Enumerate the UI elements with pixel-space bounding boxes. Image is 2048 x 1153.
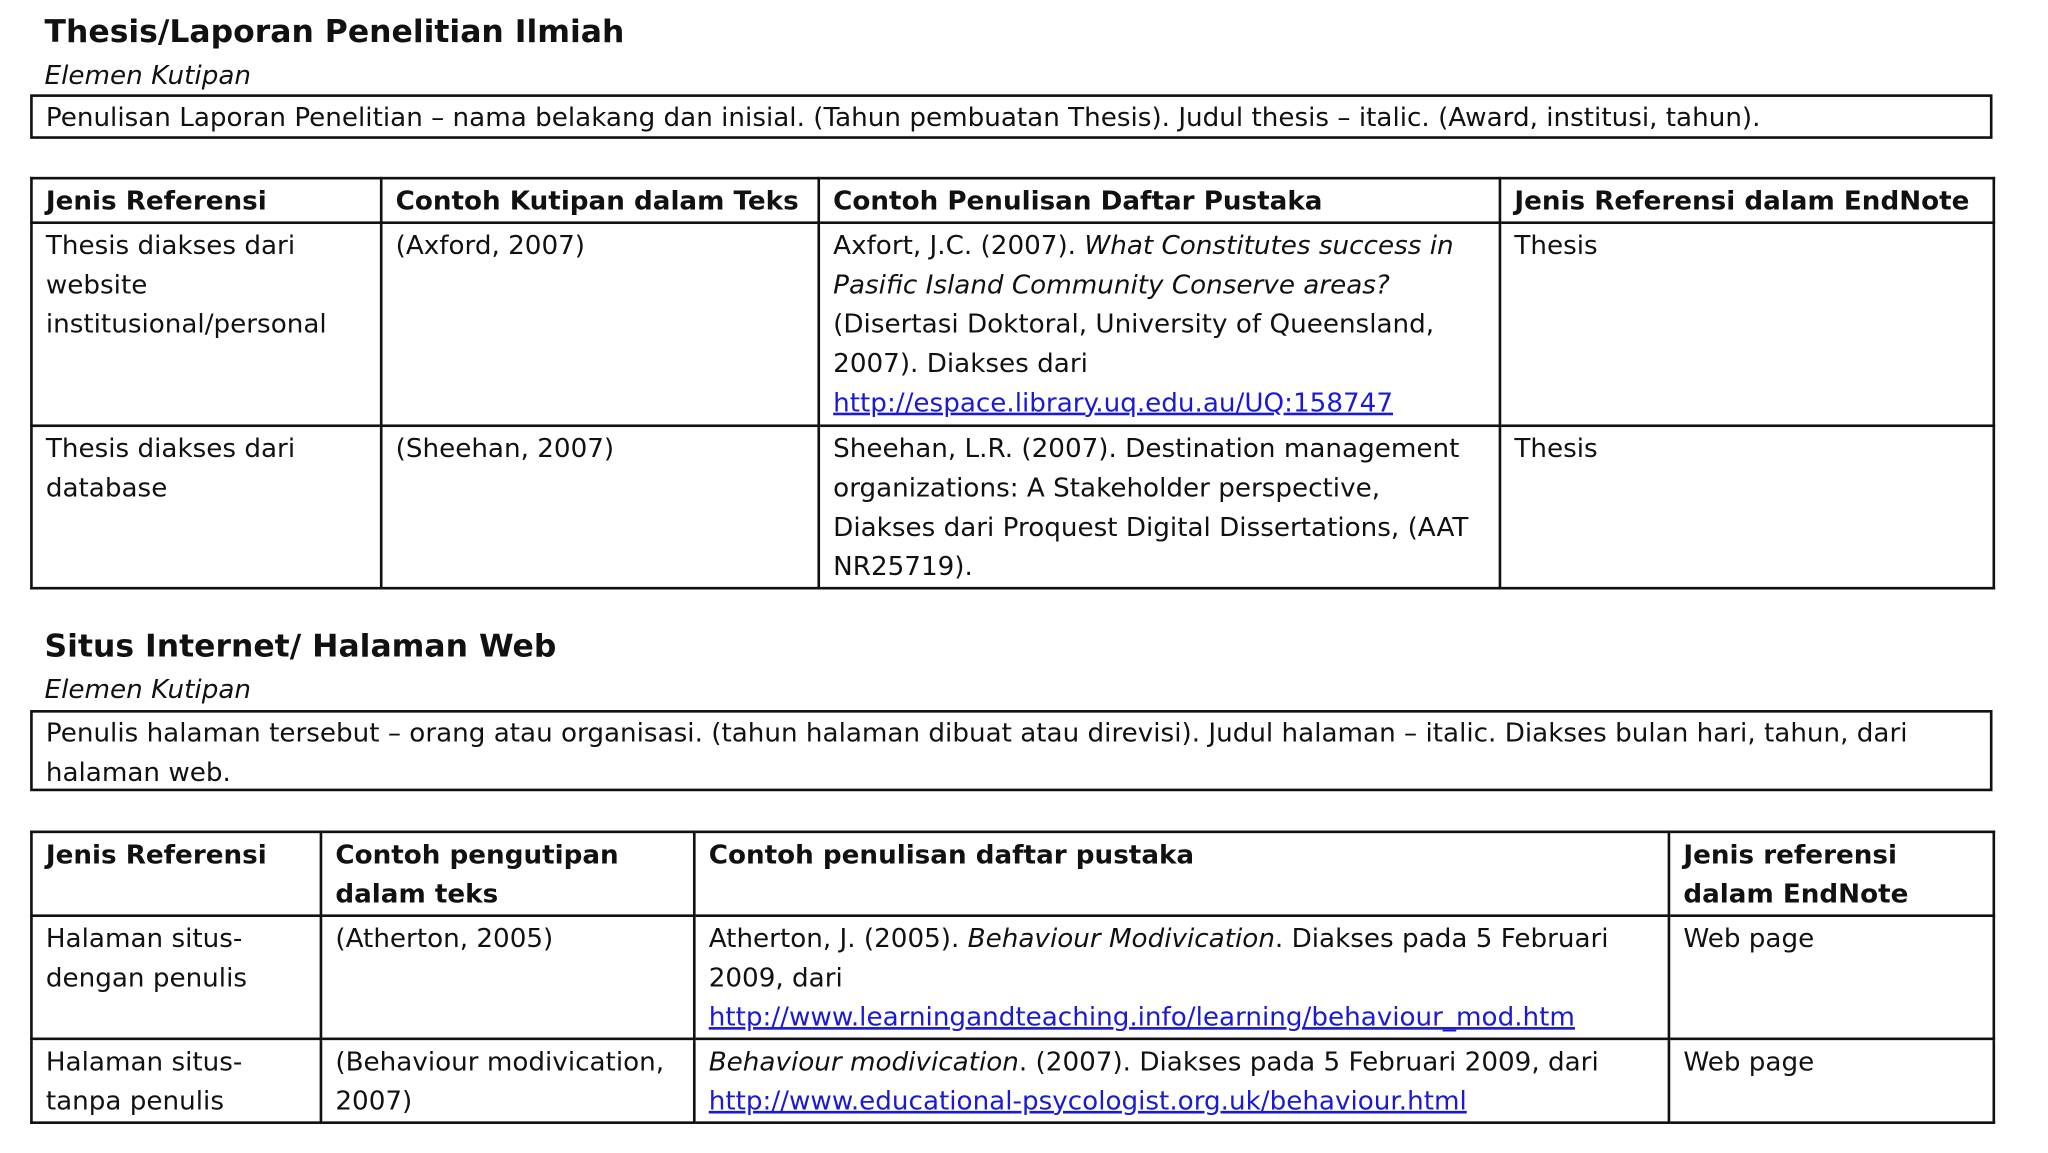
cell-kutipan: (Axford, 2007)	[381, 223, 819, 426]
header-endnote: Jenis Referensi dalam EndNote	[1500, 178, 1994, 223]
thesis-format-box	[30, 94, 1992, 139]
web-reference-table	[30, 831, 1995, 1124]
cell-pustaka	[694, 1039, 1669, 1123]
pustaka-link[interactable]: http://www.learningandteaching.info/learning/behaviour_mod.htm	[708, 1000, 1575, 1033]
cell-endnote: Web page	[1669, 1039, 1994, 1123]
pustaka-text-post: . Diakses pada 5 Februari 2009, dari	[708, 922, 1609, 993]
thesis-reference-table	[30, 177, 1995, 590]
thesis-format-text: Penulisan Laporan Penelitian – nama belakang dan inisial. (Tahun pembuatan Thesis). Judul thesis – italic. (Award, institusi, tahun).	[45, 100, 1761, 133]
pustaka-italic-title: What Constitutes success in Pasific Island Community Conserve areas?	[833, 229, 1454, 300]
web-section-subtitle: Elemen Kutipan	[44, 673, 252, 705]
header-contoh-pengutipan: Contoh pengutipan dalam teks	[321, 832, 694, 916]
cell-jenis: Halaman situs-dengan penulis	[31, 916, 321, 1039]
thesis-section-title: Thesis/Laporan Penelitian Ilmiah	[44, 13, 625, 50]
table-row	[31, 426, 1993, 588]
pustaka-text: Axfort, J.C. (2007).	[833, 229, 1085, 261]
pustaka-text: Atherton, J. (2005).	[708, 922, 968, 954]
web-format-text: Penulis halaman tersebut – orang atau organisasi. (tahun halaman dibuat atau direvisi). Judul halaman – italic. Diakses bulan hari, tahun, dari halaman web.	[45, 716, 1908, 788]
header-endnote: Jenis referensi dalam EndNote	[1669, 832, 1994, 916]
table-header-row	[31, 178, 1993, 223]
pustaka-text-post: (Disertasi Doktoral, University of Queensland, 2007). Diakses dari	[833, 307, 1435, 379]
cell-kutipan: (Atherton, 2005)	[321, 916, 694, 1039]
table-header-row	[31, 832, 1993, 916]
cell-pustaka	[694, 916, 1669, 1039]
cell-kutipan: (Behaviour modivication, 2007)	[321, 1039, 694, 1123]
cell-endnote: Web page	[1669, 916, 1994, 1039]
pustaka-italic-title: Behaviour Modivication	[967, 922, 1275, 954]
web-section-title: Situs Internet/ Halaman Web	[44, 627, 557, 665]
header-contoh-pustaka: Contoh penulisan daftar pustaka	[694, 832, 1669, 916]
cell-pustaka	[819, 223, 1500, 426]
header-jenis-referensi: Jenis Referensi	[31, 178, 381, 223]
web-format-box	[30, 710, 1992, 791]
pustaka-italic-title: Behaviour modivication	[708, 1045, 1019, 1077]
header-jenis-referensi: Jenis Referensi	[31, 832, 321, 916]
pustaka-link[interactable]: http://espace.library.uq.edu.au/UQ:158747	[833, 386, 1394, 418]
thesis-section-subtitle: Elemen Kutipan	[44, 58, 252, 91]
cell-endnote: Thesis	[1500, 426, 1994, 588]
header-contoh-kutipan: Contoh Kutipan dalam Teks	[381, 178, 819, 223]
cell-jenis: Halaman situs-tanpa penulis	[31, 1039, 321, 1123]
table-row	[31, 1039, 1993, 1123]
cell-jenis: Thesis diakses dari database	[31, 426, 381, 588]
table-row	[31, 223, 1993, 426]
table-row	[31, 916, 1993, 1039]
cell-jenis: Thesis diakses dari website institusional/personal	[31, 223, 381, 426]
cell-pustaka: Sheehan, L.R. (2007). Destination management organizations: A Stakeholder perspective, Diakses dari Proquest Digital Dissertations, (AAT NR25719).	[819, 426, 1500, 588]
pustaka-link[interactable]: http://www.educational-psycologist.org.uk/behaviour.html	[708, 1084, 1467, 1117]
pustaka-text-post: . (2007). Diakses pada 5 Februari 2009, dari	[1018, 1045, 1599, 1077]
header-contoh-pustaka: Contoh Penulisan Daftar Pustaka	[819, 178, 1500, 223]
cell-endnote: Thesis	[1500, 223, 1994, 426]
cell-kutipan: (Sheehan, 2007)	[381, 426, 819, 588]
